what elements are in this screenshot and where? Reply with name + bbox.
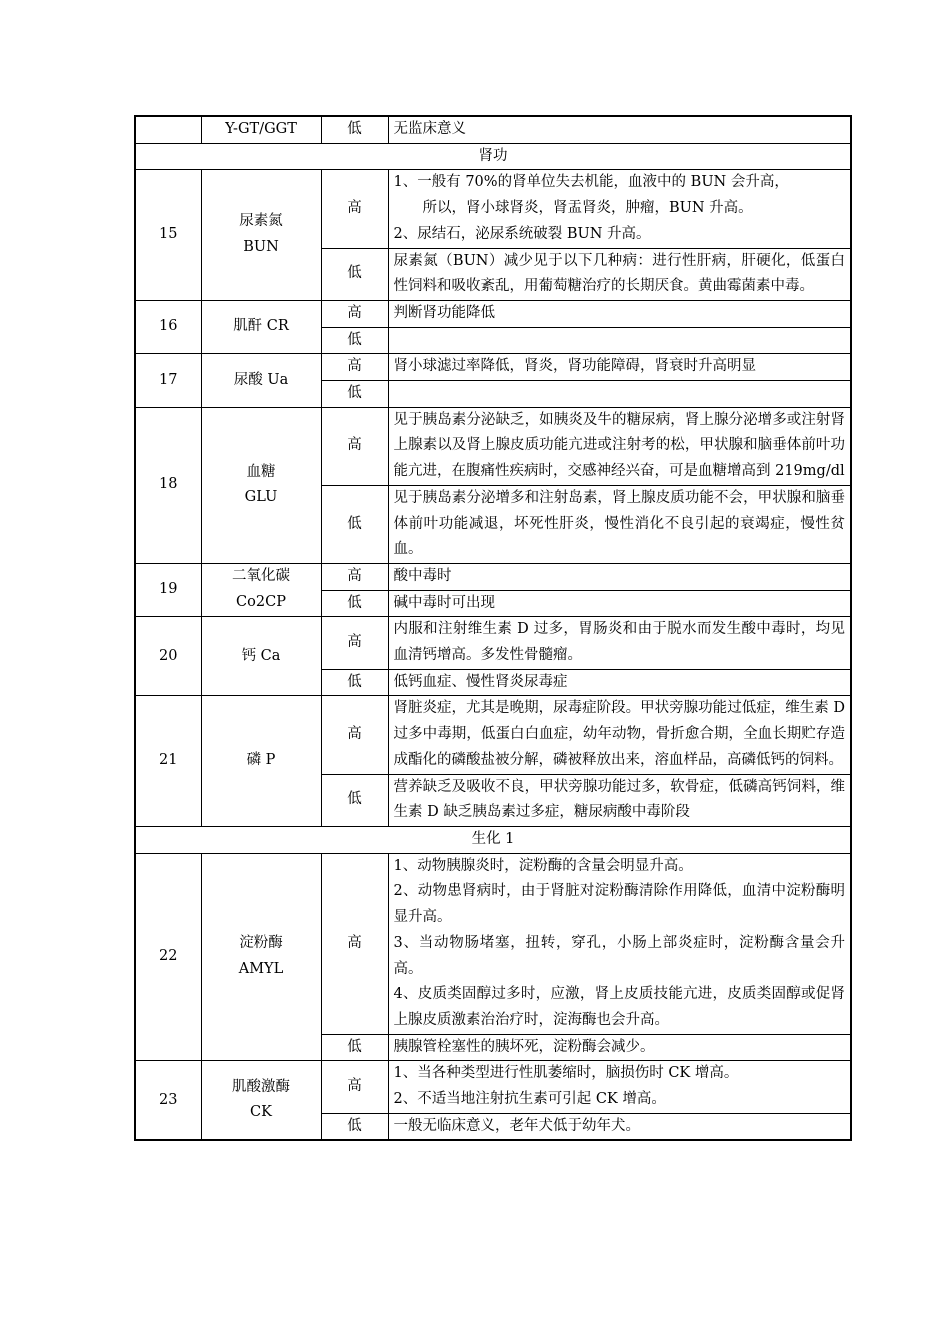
- item-name-line: 尿酸 Ua: [233, 371, 289, 388]
- description-line: 碱中毒时可出现: [393, 594, 495, 611]
- level-label: 低: [321, 485, 388, 563]
- description-line: 酸中毒时: [393, 567, 452, 584]
- table-row: [135, 300, 851, 327]
- item-name-line: GLU: [244, 489, 278, 506]
- table-row: [135, 696, 851, 774]
- item-name: [201, 617, 321, 696]
- description-line: 所以，肾小球肾炎，肾盂肾炎，肿瘤，BUN 升高。: [422, 200, 753, 217]
- description-cell: [388, 381, 851, 408]
- item-name: [201, 853, 321, 1061]
- description-line: 尿素氮（BUN）减少见于以下几种病：进行性肝病，肝硬化，低蛋白性饲料和吸收紊乱，用葡萄糖治疗的长期厌食。黄曲霉菌素中毒。: [393, 252, 845, 295]
- description-cell: 无监床意义: [388, 116, 851, 143]
- item-number: 21: [135, 696, 201, 827]
- description-cell: [388, 407, 851, 485]
- item-name-line: BUN: [243, 239, 279, 256]
- level-label: 高: [321, 354, 388, 381]
- table-row: [135, 853, 851, 1034]
- item-number: 15: [135, 170, 201, 301]
- table-body: [135, 116, 851, 1140]
- item-number: 17: [135, 354, 201, 407]
- section-row: [135, 143, 851, 170]
- level-label: 高: [321, 563, 388, 590]
- item-name-line: 二氧化碳: [232, 568, 290, 585]
- reference-table: [134, 115, 852, 1141]
- item-name: [201, 407, 321, 563]
- description-cell: [388, 327, 851, 354]
- item-name-line: 肌酐 CR: [233, 318, 289, 335]
- description-cell: [388, 669, 851, 696]
- description-line: 4、皮质类固醇过多时，应激，肾上皮质技能亢进，皮质类固醇或促肾上腺皮质激素治治疗时，淀海酶也会升高。: [393, 986, 845, 1028]
- table-row: [135, 617, 851, 669]
- item-name-line: 磷 P: [246, 752, 276, 769]
- description-line: [394, 328, 846, 354]
- description-cell: [388, 774, 851, 826]
- level-label: 低: [321, 1034, 388, 1061]
- level-label: 低: [321, 774, 388, 826]
- item-number-cell: [135, 116, 201, 143]
- description-cell: [388, 485, 851, 563]
- item-name: [201, 300, 321, 353]
- level-label: 低: [321, 590, 388, 617]
- description-cell: [388, 590, 851, 617]
- description-line: 2、不适当地注射抗生素可引起 CK 增高。: [393, 1091, 666, 1108]
- table-row: [135, 116, 851, 143]
- description-cell: [388, 617, 851, 669]
- level-label: 高: [321, 300, 388, 327]
- item-name-line: 肌酸激酶: [232, 1078, 290, 1095]
- item-number: 20: [135, 617, 201, 696]
- level-label: 高: [321, 853, 388, 1034]
- table-row: [135, 407, 851, 485]
- description-line: 胰腺管栓塞性的胰坏死，淀粉酶会减少。: [393, 1038, 655, 1055]
- item-name-line: 血糖: [246, 463, 276, 480]
- table-row: [135, 354, 851, 381]
- level-label: 低: [321, 669, 388, 696]
- description-cell: [388, 563, 851, 590]
- section-row: [135, 826, 851, 853]
- description-line: 判断肾功能降低: [393, 304, 495, 321]
- description-line: 2、动物患肾病时，由于肾脏对淀粉酶清除作用降低，血清中淀粉酶明显升高。: [393, 883, 845, 926]
- description-cell: [388, 300, 851, 327]
- description-line: [394, 381, 846, 407]
- level-label: 高: [321, 696, 388, 774]
- section-title: 生化 1: [135, 826, 851, 853]
- item-name-line: 尿素氮: [239, 213, 283, 230]
- description-line: 肾脏炎症，尤其是晚期，尿毒症阶段。甲状旁腺功能过低症，维生素 D 过多中毒期，低蛋白白血症，幼年动物，骨折愈合期，全血长期贮存造成酯化的磷酸盐被分解，磷被释放出来，溶血样品，高磷低钙的饲料。: [393, 700, 845, 768]
- level-label: 高: [321, 1061, 388, 1113]
- description-line: 见于胰岛素分泌增多和注射岛素，肾上腺皮质功能不会，甲状腺和脑垂体前叶功能减退，坏死性肝炎，慢性消化不良引起的衰竭症，慢性贫血。: [393, 489, 845, 558]
- item-number: 16: [135, 300, 201, 353]
- item-number: 19: [135, 563, 201, 616]
- item-number: 23: [135, 1061, 201, 1141]
- level-label: 低: [321, 248, 388, 300]
- item-name: [201, 354, 321, 407]
- description-cell: [388, 1061, 851, 1113]
- description-line: 1、当各种类型进行性肌萎缩时，脑损伤时 CK 增高。: [393, 1065, 739, 1082]
- level-cell: 低: [321, 116, 388, 143]
- item-name: [201, 170, 321, 301]
- description-line: 2、尿结石，泌尿系统破裂 BUN 升高。: [393, 225, 651, 242]
- description-cell: [388, 248, 851, 300]
- item-number: 22: [135, 853, 201, 1061]
- description-line: 一般无临床意义，老年犬低于幼年犬。: [393, 1117, 640, 1134]
- level-label: 高: [321, 617, 388, 669]
- item-number: 18: [135, 407, 201, 563]
- level-label: 低: [321, 1113, 388, 1140]
- table-row: [135, 170, 851, 248]
- description-cell: [388, 354, 851, 381]
- description-line: 低钙血症、慢性肾炎尿毒症: [393, 673, 568, 690]
- item-name-line: Co2CP: [236, 594, 286, 611]
- description-cell: [388, 1034, 851, 1061]
- level-label: 高: [321, 407, 388, 485]
- item-name-line: CK: [250, 1104, 272, 1121]
- description-line: 肾小球滤过率降低，肾炎，肾功能障碍，肾衰时升高明显: [393, 358, 756, 375]
- section-title: 肾功: [135, 143, 851, 170]
- level-label: 低: [321, 381, 388, 408]
- description-cell: [388, 170, 851, 248]
- description-line: 3、当动物肠堵塞，扭转，穿孔，小肠上部炎症时，淀粉酶含量会升高。: [393, 934, 845, 977]
- level-label: 高: [321, 170, 388, 248]
- description-line: 1、一般有 70%的肾单位失去机能，血液中的 BUN 会升高，: [393, 174, 789, 191]
- description-line: 内服和注射维生素 D 过多，胃肠炎和由于脱水而发生酸中毒时，均见血清钙增高。多发性骨髓瘤。: [393, 621, 845, 664]
- level-label: 低: [321, 327, 388, 354]
- item-name: [201, 1061, 321, 1141]
- item-name-cell: Y-GT/GGT: [201, 116, 321, 143]
- description-cell: [388, 1113, 851, 1140]
- table-row: [135, 563, 851, 590]
- item-name-line: 钙 Ca: [241, 647, 281, 664]
- table-row: [135, 1061, 851, 1113]
- item-name: [201, 696, 321, 827]
- description-cell: [388, 853, 851, 1034]
- item-name-line: 淀粉酶: [239, 935, 283, 952]
- description-line: 见于胰岛素分泌缺乏，如胰炎及牛的糖尿病，肾上腺分泌增多或注射肾上腺素以及肾上腺皮质功能亢进或注射考的松，甲状腺和脑垂体前叶功能亢进，在腹痛性疾病时，交感神经兴奋，可是血糖增高到 219mg/dl: [393, 411, 845, 480]
- description-line: 营养缺乏及吸收不良，甲状旁腺功能过多，软骨症，低磷高钙饲料，维生素 D 缺乏胰岛素过多症，糖尿病酸中毒阶段: [393, 778, 845, 821]
- description-cell: [388, 696, 851, 774]
- item-name-line: AMYL: [238, 961, 284, 977]
- item-name: [201, 563, 321, 616]
- description-line: 1、动物胰腺炎时，淀粉酶的含量会明显升高。: [393, 857, 693, 874]
